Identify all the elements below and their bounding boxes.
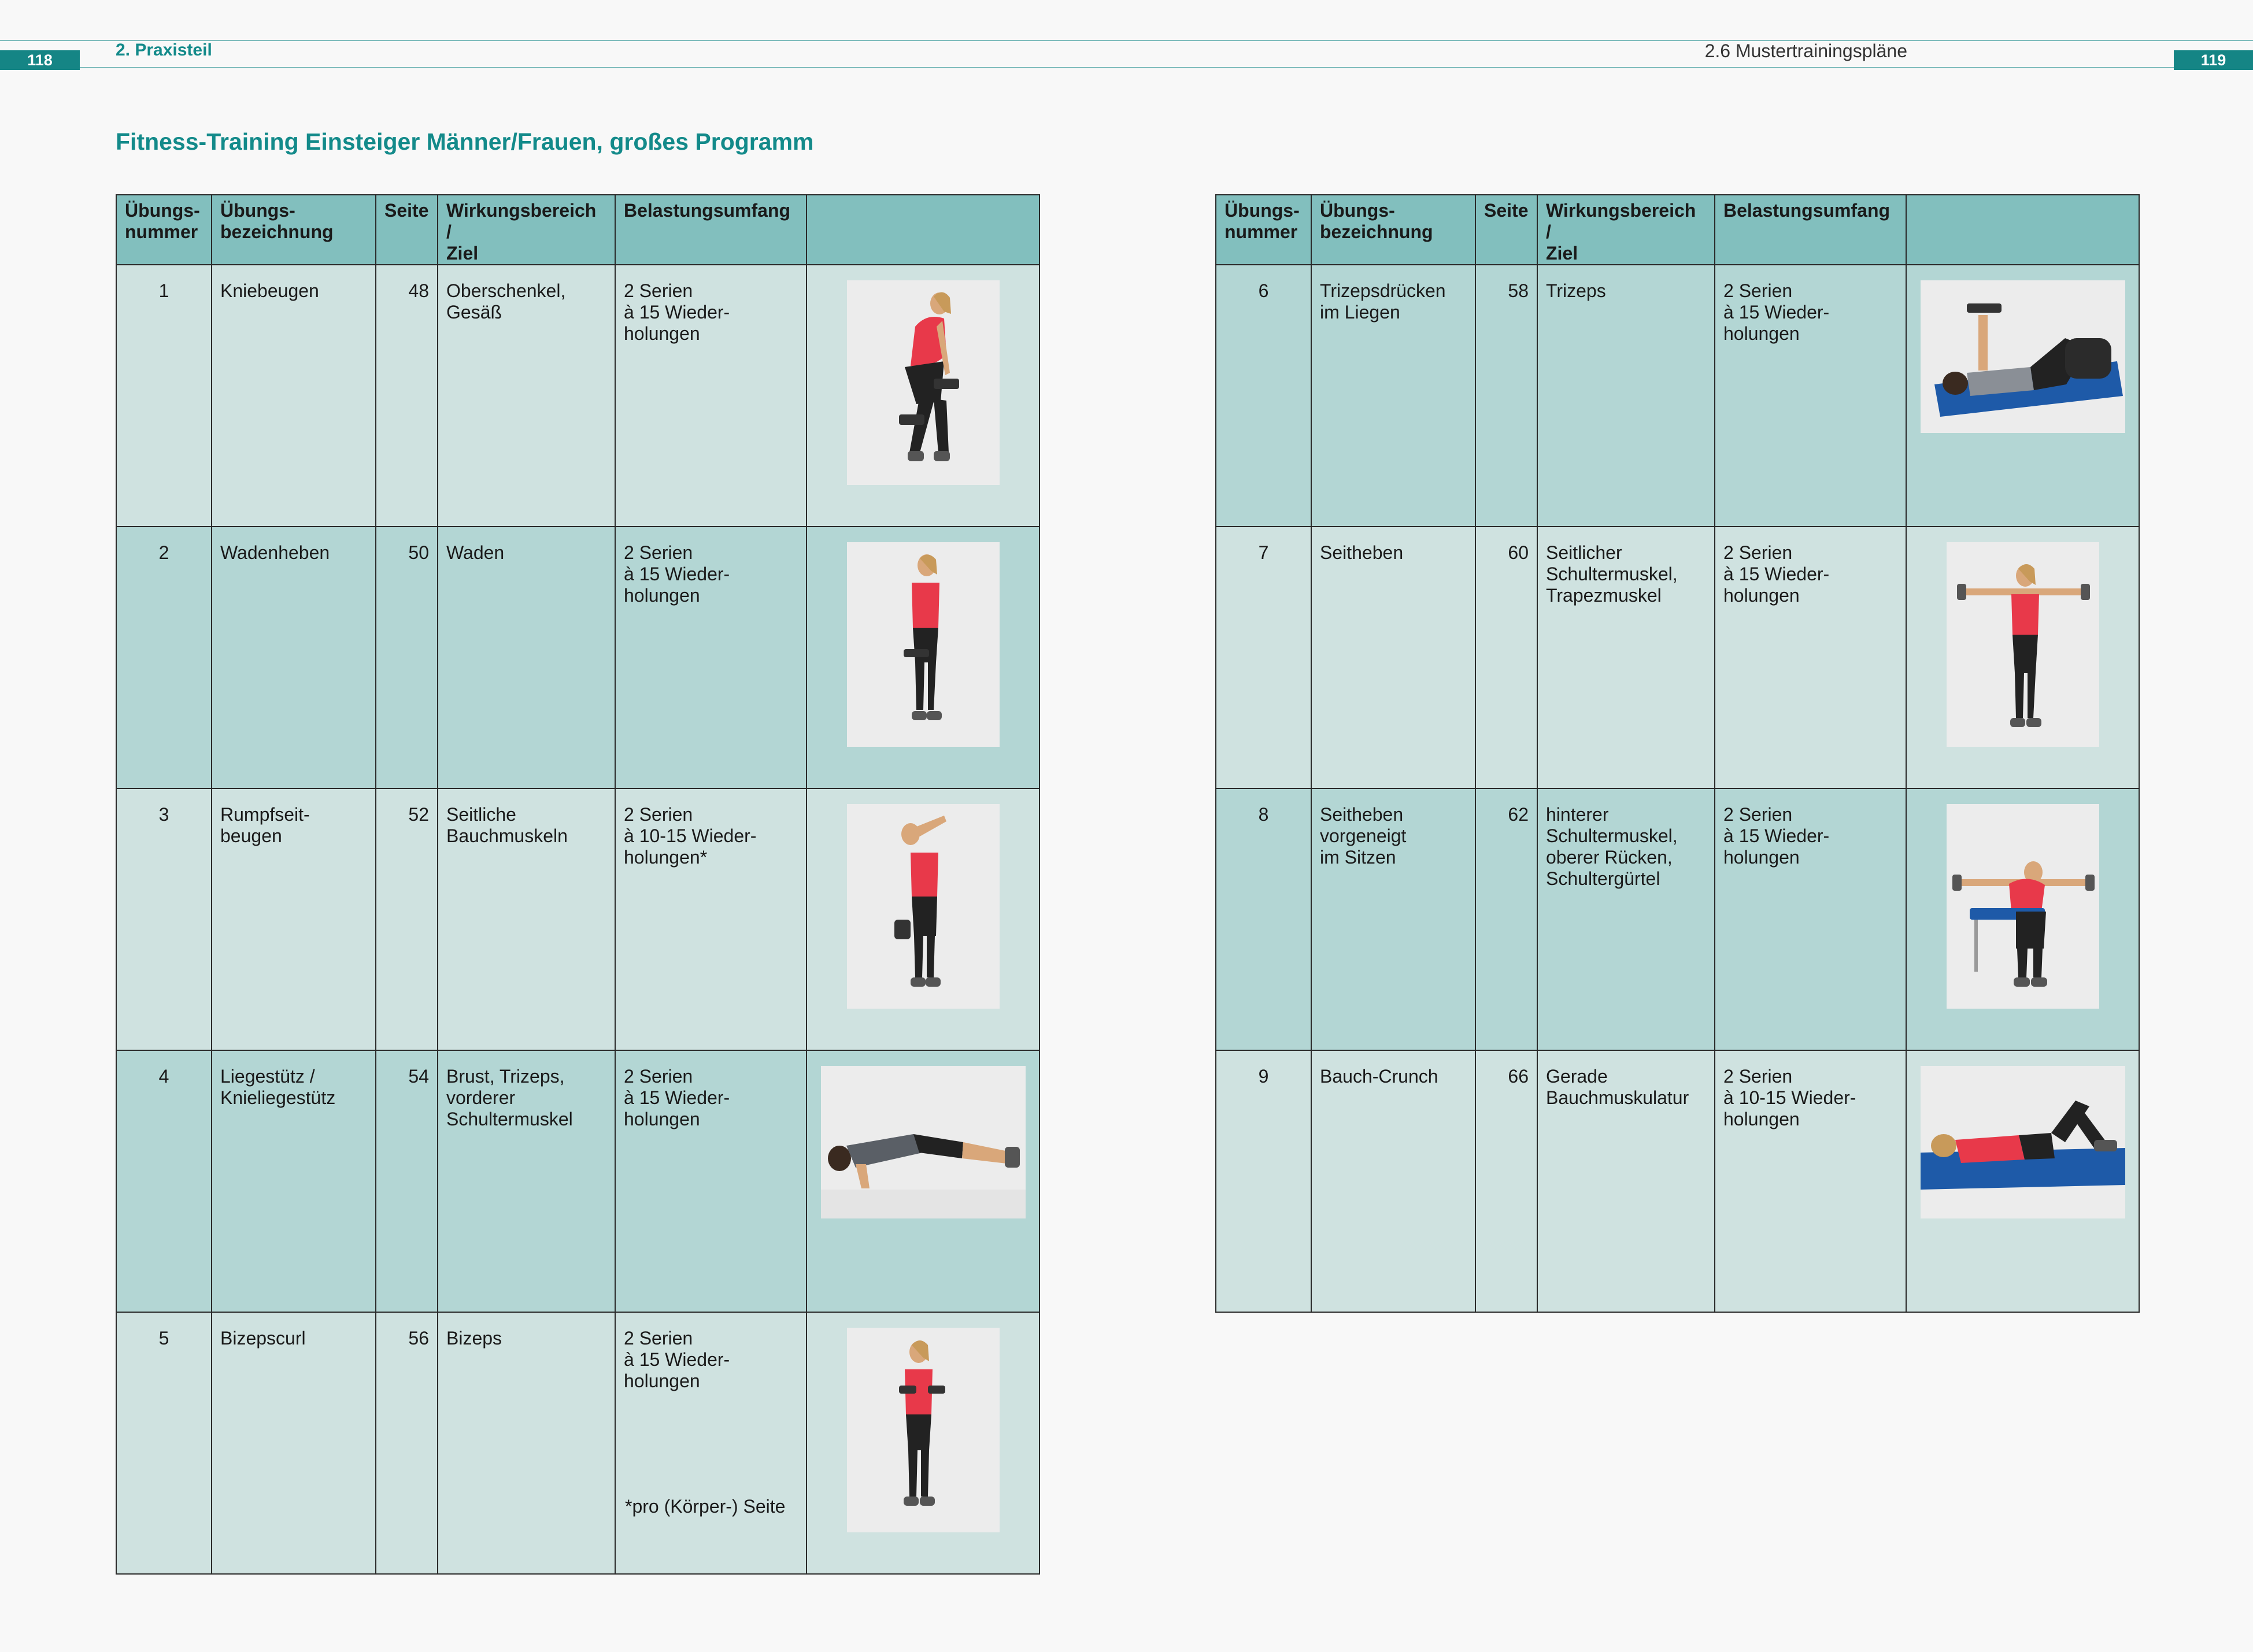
table-row [1216,788,2139,1050]
exercise-area: Waden [438,527,615,788]
exercise-page: 62 [1475,788,1537,1050]
exercise-load: 2 Serien à 15 Wieder- holungen [615,265,807,527]
exercise-area: Seitlicher Schultermuskel, Trapezmuskel [1537,527,1715,788]
exercise-name: Liegestütz / Knieliegestütz [212,1050,376,1312]
exercise-load: 2 Serien à 15 Wieder- holungen [615,1050,807,1312]
col-header-page: Seite [376,195,438,265]
exercise-load: 2 Serien à 15 Wieder- holungen [1715,527,1906,788]
exercise-page: 66 [1475,1050,1537,1312]
exercise-photo-side-bend [847,804,1000,1009]
table-row [1216,265,2139,527]
exercise-area: Trizeps [1537,265,1715,527]
exercise-load: 2 Serien à 15 Wieder- holungen [615,527,807,788]
exercise-area: Gerade Bauchmuskulatur [1537,1050,1715,1312]
col-header-page: Seite [1475,195,1537,265]
col-header-image [807,195,1039,265]
training-table-left [116,194,1040,1575]
exercise-number: 9 [1216,1050,1311,1312]
page-title: Fitness-Training Einsteiger Männer/Frauen, großes Programm [116,128,814,155]
right-page-number: 119 [2174,50,2253,70]
col-header-number: Übungs- nummer [1216,195,1311,265]
exercise-name: Seitheben vorgeneigt im Sitzen [1311,788,1475,1050]
exercise-image-cell [1906,527,2139,788]
exercise-number: 1 [116,265,212,527]
exercise-area: Bizeps [438,1312,615,1574]
table-row [1216,527,2139,788]
table-row [116,527,1039,788]
exercise-load: 2 Serien à 15 Wieder- holungen [615,1312,807,1574]
exercise-photo-seated-raise [1947,804,2099,1009]
exercise-image-cell [807,527,1039,788]
col-header-area: Wirkungsbereich / Ziel [1537,195,1715,265]
exercise-number: 2 [116,527,212,788]
left-page-number: 118 [0,50,80,70]
exercise-area: Brust, Trizeps, vorderer Schultermuskel [438,1050,615,1312]
exercise-page: 50 [376,527,438,788]
exercise-page: 58 [1475,265,1537,527]
exercise-load: 2 Serien à 10-15 Wieder- holungen [1715,1050,1906,1312]
exercise-image-cell [807,1050,1039,1312]
chapter-title: 2. Praxisteil [116,40,212,60]
exercise-number: 5 [116,1312,212,1574]
col-header-number: Übungs- nummer [116,195,212,265]
col-header-image [1906,195,2139,265]
col-header-area: Wirkungsbereich / Ziel [438,195,615,265]
table-row [116,265,1039,527]
exercise-number: 8 [1216,788,1311,1050]
exercise-area: Oberschenkel, Gesäß [438,265,615,527]
exercise-name: Kniebeugen [212,265,376,527]
exercise-load: 2 Serien à 15 Wieder- holungen [1715,788,1906,1050]
table-row [116,1050,1039,1312]
exercise-name: Bizepscurl [212,1312,376,1574]
exercise-photo-calf-raise [847,542,1000,747]
exercise-load: 2 Serien à 15 Wieder- holungen [1715,265,1906,527]
exercise-photo-bicep-curl [847,1328,1000,1532]
exercise-photo-squat [847,280,1000,485]
training-table-right [1215,194,2140,1313]
exercise-number: 4 [116,1050,212,1312]
exercise-photo-triceps-press [1921,280,2125,433]
exercise-name: Seitheben [1311,527,1475,788]
col-header-load: Belastungsumfang [615,195,807,265]
exercise-name: Bauch-Crunch [1311,1050,1475,1312]
header-rule-bottom [0,67,2253,68]
exercise-page: 52 [376,788,438,1050]
exercise-number: 7 [1216,527,1311,788]
exercise-page: 60 [1475,527,1537,788]
col-header-load: Belastungsumfang [1715,195,1906,265]
table-row [1216,1050,2139,1312]
exercise-area: hinterer Schultermuskel, oberer Rücken, Schultergürtel [1537,788,1715,1050]
table-row [116,1312,1039,1574]
table-header-row [116,195,1039,265]
exercise-photo-lateral-raise [1947,542,2099,747]
footnote: *pro (Körper-) Seite [625,1496,786,1517]
exercise-image-cell [1906,265,2139,527]
exercise-load: 2 Serien à 10-15 Wieder- holungen* [615,788,807,1050]
exercise-photo-crunch [1921,1066,2125,1218]
exercise-number: 6 [1216,265,1311,527]
exercise-area: Seitliche Bauchmuskeln [438,788,615,1050]
exercise-page: 48 [376,265,438,527]
col-header-name: Übungs- bezeichnung [212,195,376,265]
exercise-image-cell [1906,788,2139,1050]
exercise-name: Rumpfseit- beugen [212,788,376,1050]
exercise-page: 54 [376,1050,438,1312]
exercise-photo-push-up [821,1066,1026,1218]
exercise-page: 56 [376,1312,438,1574]
exercise-image-cell [807,1312,1039,1574]
exercise-number: 3 [116,788,212,1050]
table-row [116,788,1039,1050]
exercise-image-cell [807,788,1039,1050]
col-header-name: Übungs- bezeichnung [1311,195,1475,265]
section-title: 2.6 Mustertrainingspläne [1704,40,1907,61]
header-rule-top [0,40,2253,41]
exercise-name: Trizepsdrücken im Liegen [1311,265,1475,527]
exercise-image-cell [807,265,1039,527]
exercise-image-cell [1906,1050,2139,1312]
table-header-row [1216,195,2139,265]
exercise-name: Wadenheben [212,527,376,788]
